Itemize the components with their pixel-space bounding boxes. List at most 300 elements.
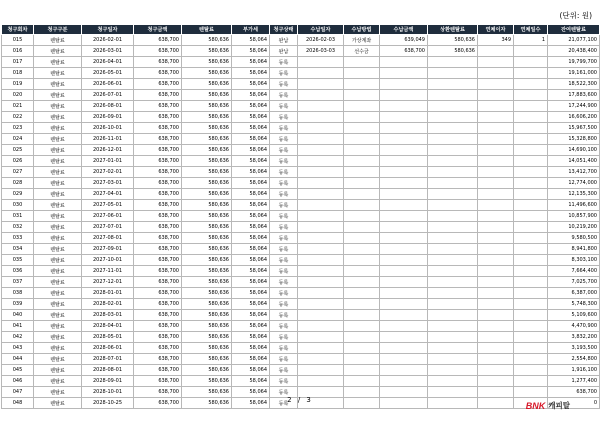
table-cell: 580,636	[182, 68, 232, 79]
table-cell: 11,496,600	[548, 200, 600, 211]
table-cell: 638,700	[134, 134, 182, 145]
table-cell: 렌탈료	[34, 310, 82, 321]
table-cell	[514, 211, 548, 222]
table-cell: 2027-06-01	[82, 211, 134, 222]
table-cell	[344, 167, 380, 178]
table-cell	[298, 167, 344, 178]
table-cell: 638,700	[134, 321, 182, 332]
table-cell	[344, 189, 380, 200]
table-cell	[514, 134, 548, 145]
table-cell	[428, 310, 478, 321]
table-cell	[344, 310, 380, 321]
table-cell	[478, 90, 514, 101]
table-cell: 580,636	[182, 156, 232, 167]
table-cell: 2026-12-01	[82, 145, 134, 156]
table-cell: 2028-08-01	[82, 365, 134, 376]
table-cell: 580,636	[182, 299, 232, 310]
unit-label: (단위: 원)	[559, 11, 592, 20]
table-cell: 58,064	[232, 145, 270, 156]
table-cell	[298, 112, 344, 123]
table-cell	[428, 266, 478, 277]
table-cell	[478, 57, 514, 68]
table-cell: 21,077,100	[548, 35, 600, 46]
table-cell: 021	[2, 101, 34, 112]
table-cell: 렌탈료	[34, 266, 82, 277]
table-cell: 58,064	[232, 321, 270, 332]
table-cell	[344, 145, 380, 156]
table-cell: 039	[2, 299, 34, 310]
table-cell: 58,064	[232, 90, 270, 101]
table-cell	[380, 90, 428, 101]
table-cell: 렌탈료	[34, 90, 82, 101]
table-cell: 58,064	[232, 35, 270, 46]
table-cell: 58,064	[232, 398, 270, 409]
table-cell	[514, 255, 548, 266]
table-cell	[514, 200, 548, 211]
table-cell	[344, 332, 380, 343]
table-cell: 638,700	[134, 46, 182, 57]
table-cell	[514, 178, 548, 189]
table-row	[2, 167, 600, 178]
table-cell: 58,064	[232, 288, 270, 299]
table-cell	[344, 343, 380, 354]
table-cell: 렌탈료	[34, 35, 82, 46]
table-cell	[478, 310, 514, 321]
table-cell: 035	[2, 255, 34, 266]
table-cell: 등록	[270, 112, 298, 123]
table-cell	[298, 211, 344, 222]
table-cell	[298, 365, 344, 376]
table-cell: 58,064	[232, 211, 270, 222]
table-cell	[344, 112, 380, 123]
table-cell	[478, 365, 514, 376]
table-cell	[514, 57, 548, 68]
table-cell	[344, 68, 380, 79]
table-cell: 580,636	[182, 321, 232, 332]
table-cell	[428, 211, 478, 222]
table-cell: 042	[2, 332, 34, 343]
table-cell: 580,636	[182, 398, 232, 409]
table-cell: 14,051,400	[548, 156, 600, 167]
table-cell: 019	[2, 79, 34, 90]
table-cell: 등록	[270, 244, 298, 255]
table-cell	[380, 244, 428, 255]
table-cell	[380, 145, 428, 156]
table-cell	[380, 343, 428, 354]
table-cell	[428, 332, 478, 343]
table-cell: 2,554,800	[548, 354, 600, 365]
table-cell: 580,636	[182, 90, 232, 101]
table-cell: 58,064	[232, 365, 270, 376]
table-cell: 638,700	[134, 343, 182, 354]
table-cell: 17,244,900	[548, 101, 600, 112]
table-row	[2, 299, 600, 310]
table-cell: 580,636	[182, 233, 232, 244]
table-row	[2, 310, 600, 321]
table-cell: 58,064	[232, 233, 270, 244]
table-cell: 580,636	[182, 79, 232, 90]
table-cell: 029	[2, 189, 34, 200]
table-cell	[380, 79, 428, 90]
table-cell: 렌탈료	[34, 343, 82, 354]
table-cell: 580,636	[182, 200, 232, 211]
table-cell	[344, 288, 380, 299]
table-cell	[514, 156, 548, 167]
table-cell	[478, 200, 514, 211]
table-cell: 58,064	[232, 277, 270, 288]
table-cell	[380, 277, 428, 288]
table-cell: 등록	[270, 354, 298, 365]
table-cell	[428, 156, 478, 167]
table-cell: 038	[2, 288, 34, 299]
table-row	[2, 244, 600, 255]
table-cell	[344, 233, 380, 244]
table-cell	[344, 365, 380, 376]
table-cell: 58,064	[232, 123, 270, 134]
table-cell: 렌탈료	[34, 57, 82, 68]
table-cell: 580,636	[182, 57, 232, 68]
table-cell: 12,774,000	[548, 178, 600, 189]
table-cell: 2027-11-01	[82, 266, 134, 277]
table-cell: 2026-04-01	[82, 57, 134, 68]
table-cell: 5,748,300	[548, 299, 600, 310]
column-header: 수납일자	[298, 25, 344, 35]
table-cell: 2026-09-01	[82, 112, 134, 123]
table-cell	[478, 79, 514, 90]
table-row	[2, 101, 600, 112]
table-cell	[428, 145, 478, 156]
table-cell: 638,700	[134, 79, 182, 90]
table-cell	[514, 288, 548, 299]
table-cell: 등록	[270, 178, 298, 189]
table-cell	[380, 134, 428, 145]
table-cell: 렌탈료	[34, 46, 82, 57]
table-cell: 580,636	[182, 189, 232, 200]
table-cell: 638,700	[134, 376, 182, 387]
table-cell	[298, 90, 344, 101]
table-cell	[478, 145, 514, 156]
table-cell	[428, 112, 478, 123]
table-cell: 638,700	[134, 310, 182, 321]
table-cell: 638,700	[134, 211, 182, 222]
table-cell: 17,883,600	[548, 90, 600, 101]
table-cell	[344, 255, 380, 266]
table-cell	[514, 299, 548, 310]
table-cell: 렌탈료	[34, 112, 82, 123]
table-cell	[380, 112, 428, 123]
table-cell	[298, 321, 344, 332]
table-cell: 58,064	[232, 343, 270, 354]
table-cell: 등록	[270, 321, 298, 332]
table-cell: 638,700	[134, 244, 182, 255]
table-cell	[380, 376, 428, 387]
table-cell: 638,700	[134, 255, 182, 266]
table-cell	[298, 200, 344, 211]
table-cell: 638,700	[134, 332, 182, 343]
table-cell	[428, 299, 478, 310]
table-cell	[380, 167, 428, 178]
table-cell: 041	[2, 321, 34, 332]
table-cell: 렌탈료	[34, 354, 82, 365]
page-current: 2	[287, 396, 294, 404]
table-cell	[514, 101, 548, 112]
table-cell	[428, 189, 478, 200]
table-cell	[380, 178, 428, 189]
table-cell	[478, 266, 514, 277]
table-row	[2, 200, 600, 211]
table-cell: 등록	[270, 200, 298, 211]
table-cell: 등록	[270, 222, 298, 233]
table-cell: 030	[2, 200, 34, 211]
table-cell: 등록	[270, 277, 298, 288]
table-cell: 2027-02-01	[82, 167, 134, 178]
column-header: 청구회차	[2, 25, 34, 35]
column-header: 수납방법	[344, 25, 380, 35]
table-cell	[344, 156, 380, 167]
table-cell	[344, 266, 380, 277]
table-cell: 2028-10-01	[82, 387, 134, 398]
table-cell: 2026-02-01	[82, 35, 134, 46]
table-cell: 2027-01-01	[82, 156, 134, 167]
table-cell: 가상계좌	[344, 35, 380, 46]
table-cell: 638,700	[134, 200, 182, 211]
table-cell	[514, 233, 548, 244]
table-cell	[514, 112, 548, 123]
table-cell: 렌탈료	[34, 255, 82, 266]
table-row	[2, 189, 600, 200]
table-cell: 렌탈료	[34, 244, 82, 255]
table-cell: 2027-05-01	[82, 200, 134, 211]
table-cell: 2028-07-01	[82, 354, 134, 365]
table-cell	[298, 134, 344, 145]
table-cell: 015	[2, 35, 34, 46]
table-cell: 580,636	[182, 255, 232, 266]
column-header: 청구일자	[82, 25, 134, 35]
table-cell: 1,277,400	[548, 376, 600, 387]
page-total: 3	[306, 396, 313, 404]
table-cell	[478, 354, 514, 365]
table-cell: 렌탈료	[34, 299, 82, 310]
table-cell	[478, 376, 514, 387]
table-cell	[514, 189, 548, 200]
table-cell	[428, 321, 478, 332]
column-header: 부가세	[232, 25, 270, 35]
table-cell	[428, 178, 478, 189]
table-cell: 렌탈료	[34, 332, 82, 343]
table-cell: 020	[2, 90, 34, 101]
table-cell: 18,522,300	[548, 79, 600, 90]
table-cell: 등록	[270, 387, 298, 398]
table-cell: 580,636	[428, 46, 478, 57]
table-cell	[298, 310, 344, 321]
table-cell: 580,636	[182, 376, 232, 387]
table-cell: 5,109,600	[548, 310, 600, 321]
bnk-capital-logo	[526, 400, 570, 411]
table-cell: 58,064	[232, 167, 270, 178]
table-cell: 580,636	[182, 145, 232, 156]
table-cell: 048	[2, 398, 34, 409]
table-cell: 1	[514, 35, 548, 46]
table-cell: 등록	[270, 343, 298, 354]
table-cell: 580,636	[182, 288, 232, 299]
table-cell: 037	[2, 277, 34, 288]
table-cell: 047	[2, 387, 34, 398]
table-cell	[478, 68, 514, 79]
table-header	[2, 25, 600, 35]
table-cell: 58,064	[232, 57, 270, 68]
table-cell: 19,799,700	[548, 57, 600, 68]
table-cell: 등록	[270, 266, 298, 277]
table-row	[2, 178, 600, 189]
table-cell: 7,025,700	[548, 277, 600, 288]
table-cell	[428, 354, 478, 365]
table-cell: 3,832,200	[548, 332, 600, 343]
table-cell: 638,700	[134, 123, 182, 134]
table-cell: 14,690,100	[548, 145, 600, 156]
table-cell: 등록	[270, 167, 298, 178]
table-row	[2, 376, 600, 387]
table-cell	[478, 332, 514, 343]
table-cell: 580,636	[182, 112, 232, 123]
table-cell: 등록	[270, 145, 298, 156]
table-cell	[428, 167, 478, 178]
table-cell	[514, 244, 548, 255]
table-cell: 2026-10-01	[82, 123, 134, 134]
table-cell: 2026-11-01	[82, 134, 134, 145]
table-cell	[298, 178, 344, 189]
table-cell	[380, 332, 428, 343]
table-cell: 렌탈료	[34, 200, 82, 211]
table-cell: 렌탈료	[34, 288, 82, 299]
table-cell: 2027-04-01	[82, 189, 134, 200]
table-cell	[428, 244, 478, 255]
table-cell	[344, 222, 380, 233]
table-cell: 638,700	[134, 288, 182, 299]
table-cell: 9,580,500	[548, 233, 600, 244]
table-cell: 등록	[270, 156, 298, 167]
table-cell: 024	[2, 134, 34, 145]
table-cell: 등록	[270, 365, 298, 376]
table-row	[2, 233, 600, 244]
table-cell: 렌탈료	[34, 123, 82, 134]
table-cell	[380, 266, 428, 277]
table-cell: 2027-03-01	[82, 178, 134, 189]
table-cell	[380, 255, 428, 266]
table-cell	[478, 134, 514, 145]
table-cell: 58,064	[232, 156, 270, 167]
table-cell: 렌탈료	[34, 178, 82, 189]
table-cell	[344, 244, 380, 255]
logo-brand: BNK	[525, 400, 546, 411]
table-cell: 렌탈료	[34, 167, 82, 178]
table-cell: 58,064	[232, 222, 270, 233]
table-cell	[344, 134, 380, 145]
table-cell: 2028-09-01	[82, 376, 134, 387]
table-cell: 58,064	[232, 354, 270, 365]
table-row	[2, 222, 600, 233]
table-cell	[380, 123, 428, 134]
table-cell: 2026-02-03	[298, 35, 344, 46]
table-row	[2, 123, 600, 134]
table-cell	[514, 277, 548, 288]
table-cell	[478, 288, 514, 299]
table-row	[2, 156, 600, 167]
table-cell	[380, 211, 428, 222]
table-row	[2, 321, 600, 332]
table-cell: 8,303,100	[548, 255, 600, 266]
table-cell	[428, 255, 478, 266]
table-cell: 033	[2, 233, 34, 244]
table-cell	[514, 321, 548, 332]
table-cell: 638,700	[134, 354, 182, 365]
table-cell	[514, 310, 548, 321]
table-cell	[380, 321, 428, 332]
table-cell: 017	[2, 57, 34, 68]
table-cell: 2027-12-01	[82, 277, 134, 288]
table-cell	[514, 90, 548, 101]
table-cell: 16,606,200	[548, 112, 600, 123]
table-cell	[380, 365, 428, 376]
table-cell	[478, 299, 514, 310]
column-header: 수납금액	[380, 25, 428, 35]
table-cell: 등록	[270, 101, 298, 112]
table-cell: 2028-05-01	[82, 332, 134, 343]
table-cell	[514, 68, 548, 79]
table-cell: 638,700	[134, 299, 182, 310]
table-cell: 렌탈료	[34, 321, 82, 332]
table-cell	[298, 57, 344, 68]
table-body	[2, 35, 600, 409]
table-row	[2, 255, 600, 266]
table-cell	[478, 178, 514, 189]
table-cell: 58,064	[232, 376, 270, 387]
table-cell	[344, 211, 380, 222]
table-cell: 638,700	[548, 387, 600, 398]
table-cell: 등록	[270, 79, 298, 90]
table-cell: 580,636	[182, 178, 232, 189]
table-cell	[478, 167, 514, 178]
table-cell: 완납	[270, 46, 298, 57]
table-cell: 2026-06-01	[82, 79, 134, 90]
table-row	[2, 288, 600, 299]
table-cell: 58,064	[232, 189, 270, 200]
table-row	[2, 112, 600, 123]
table-cell	[514, 123, 548, 134]
table-cell: 580,636	[182, 101, 232, 112]
table-cell: 렌탈료	[34, 398, 82, 409]
table-cell	[428, 90, 478, 101]
table-cell: 045	[2, 365, 34, 376]
table-cell: 016	[2, 46, 34, 57]
table-cell: 040	[2, 310, 34, 321]
table-cell: 2026-03-03	[298, 46, 344, 57]
table-cell: 2028-04-01	[82, 321, 134, 332]
table-cell: 2027-09-01	[82, 244, 134, 255]
table-cell: 등록	[270, 376, 298, 387]
page-indicator	[0, 396, 600, 404]
table-cell: 렌탈료	[34, 134, 82, 145]
table-cell	[344, 57, 380, 68]
table-cell: 등록	[270, 68, 298, 79]
table-cell	[298, 255, 344, 266]
column-header: 청구금액	[134, 25, 182, 35]
table-cell	[344, 299, 380, 310]
table-cell	[428, 68, 478, 79]
table-cell	[344, 354, 380, 365]
table-cell: 3,193,500	[548, 343, 600, 354]
table-cell	[428, 200, 478, 211]
table-cell: 0	[548, 398, 600, 409]
